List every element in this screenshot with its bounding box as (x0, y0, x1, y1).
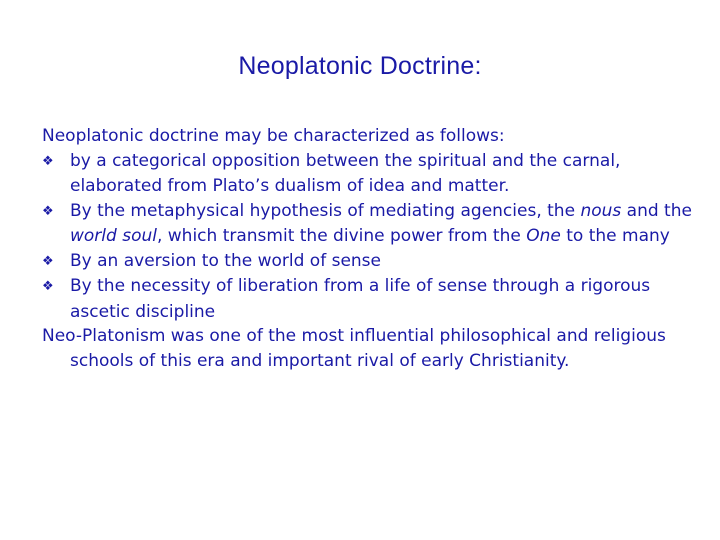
bullet-text-1: by a categorical opposition between the spiritual and the carnal, elaborated from Plato’s dualism of idea and matter. (70, 150, 621, 196)
diamond-bullet-icon: ❖ (42, 203, 54, 219)
bullet-item-2 (42, 199, 692, 249)
bullet-text-2d: to the many (560, 226, 670, 246)
bullet-item-4 (42, 274, 692, 324)
closing-text: Neo-Platonism was one of the most influential philosophical and religious schools of this era and important rival of early Christianity. (42, 326, 666, 371)
bullet-text-4: By the necessity of liberation from a life of sense through a rigorous ascetic discipline (70, 276, 651, 322)
diamond-bullet-icon: ❖ (42, 279, 54, 294)
bullet-text-2b: and the (621, 200, 692, 221)
diamond-bullet-icon: ❖ (42, 153, 54, 169)
bullet-text-2a: By the metaphysical hypothesis of mediating agencies, the (70, 200, 581, 221)
slide-body (42, 124, 692, 373)
slide-title: Neoplatonic Doctrine: (238, 52, 482, 80)
bullet-text-3: By an aversion to the world of sense (70, 250, 381, 271)
bullet-item-3 (42, 249, 692, 275)
closing-paragraph (42, 324, 692, 373)
intro-paragraph (42, 124, 692, 149)
bullet-text-2c: , which transmit the divine power from the (156, 226, 527, 246)
diamond-bullet-icon: ❖ (42, 253, 54, 269)
bullet-item-1 (42, 149, 692, 199)
term-world-soul: world soul (70, 226, 157, 246)
term-one: One (526, 226, 561, 246)
intro-text: Neoplatonic doctrine may be characterized as follows: (42, 126, 505, 146)
term-nous: nous (580, 200, 622, 221)
